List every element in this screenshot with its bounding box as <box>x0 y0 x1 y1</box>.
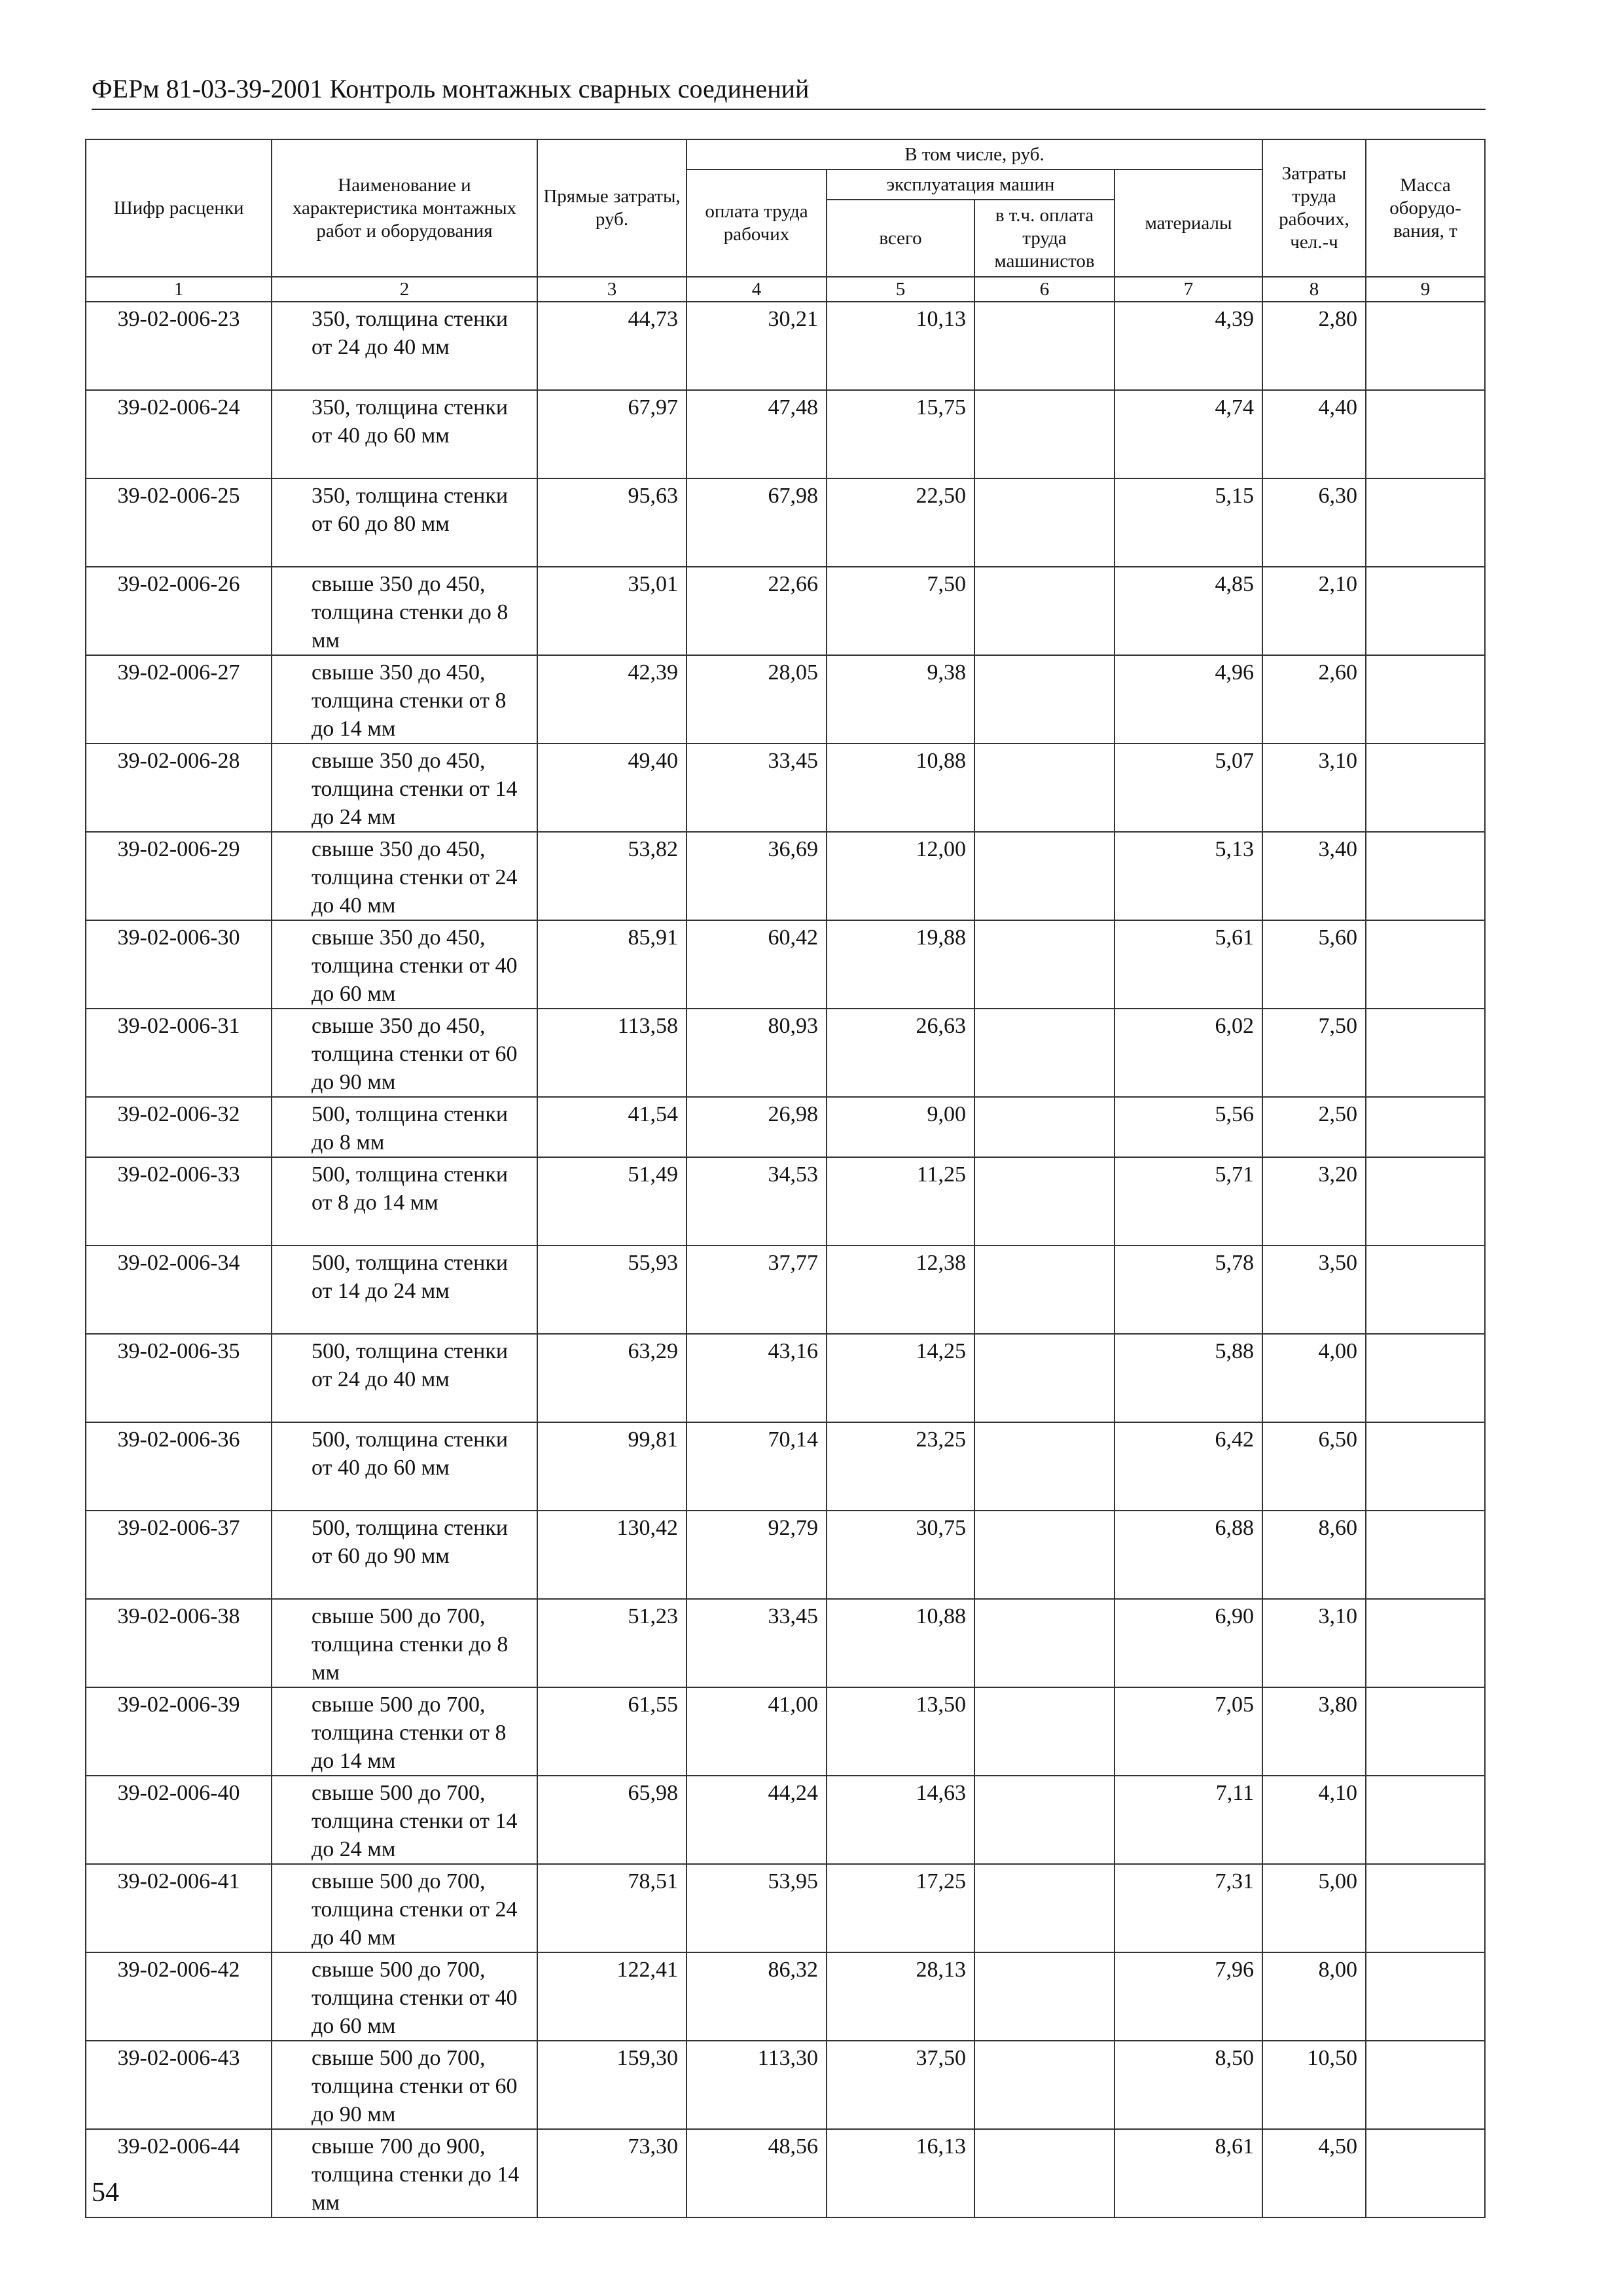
rate-code-cell: 39-02-006-41 <box>86 1864 272 1952</box>
materials-cost-cell: 5,71 <box>1115 1157 1262 1246</box>
machine-costs-cell: 9,00 <box>827 1097 974 1157</box>
materials-cost-cell: 5,13 <box>1115 832 1262 920</box>
worker-wages-cell: 26,98 <box>687 1097 827 1157</box>
column-number: 9 <box>1366 277 1485 302</box>
direct-costs-cell: 61,55 <box>537 1687 687 1776</box>
labor-hours-cell: 7,50 <box>1262 1009 1366 1097</box>
materials-cost-cell: 5,56 <box>1115 1097 1262 1157</box>
direct-costs-cell: 51,49 <box>537 1157 687 1246</box>
materials-cost-cell: 4,96 <box>1115 655 1262 744</box>
worker-wages-cell: 48,56 <box>687 2129 827 2217</box>
worker-wages-cell: 41,00 <box>687 1687 827 1776</box>
rate-code-cell: 39-02-006-25 <box>86 478 272 567</box>
worker-wages-cell: 67,98 <box>687 478 827 567</box>
materials-cost-cell: 8,61 <box>1115 2129 1262 2217</box>
rate-code-cell: 39-02-006-33 <box>86 1157 272 1246</box>
rates-table <box>85 139 1486 2218</box>
labor-hours-cell: 6,30 <box>1262 478 1366 567</box>
equipment-mass-cell <box>1366 1157 1485 1246</box>
table-row <box>86 1097 1485 1157</box>
rate-code-cell: 39-02-006-32 <box>86 1097 272 1157</box>
direct-costs-cell: 51,23 <box>537 1599 687 1687</box>
machine-costs-cell: 10,13 <box>827 302 974 390</box>
machinist-wages-cell <box>974 1952 1115 2041</box>
table-row <box>86 1422 1485 1511</box>
table-row <box>86 1776 1485 1864</box>
labor-hours-cell: 4,40 <box>1262 390 1366 478</box>
machine-costs-cell: 11,25 <box>827 1157 974 1246</box>
rate-code-cell: 39-02-006-30 <box>86 920 272 1009</box>
page-number: 54 <box>92 2178 119 2208</box>
direct-costs-cell: 35,01 <box>537 567 687 655</box>
column-number-row <box>86 277 1485 302</box>
machine-costs-cell: 22,50 <box>827 478 974 567</box>
direct-costs-cell: 122,41 <box>537 1952 687 2041</box>
table-row <box>86 390 1485 478</box>
equipment-mass-cell <box>1366 655 1485 744</box>
direct-costs-cell: 95,63 <box>537 478 687 567</box>
column-number: 3 <box>537 277 687 302</box>
column-number: 2 <box>272 277 537 302</box>
equipment-mass-cell <box>1366 1422 1485 1511</box>
worker-wages-cell: 86,32 <box>687 1952 827 2041</box>
machinist-wages-cell <box>974 1334 1115 1422</box>
column-number: 5 <box>827 277 974 302</box>
machinist-wages-cell <box>974 2129 1115 2217</box>
rate-code-cell: 39-02-006-39 <box>86 1687 272 1776</box>
direct-costs-cell: 53,82 <box>537 832 687 920</box>
machine-costs-cell: 19,88 <box>827 920 974 1009</box>
materials-cost-cell: 7,05 <box>1115 1687 1262 1776</box>
direct-costs-cell: 159,30 <box>537 2041 687 2129</box>
worker-wages-cell: 60,42 <box>687 920 827 1009</box>
table-row <box>86 744 1485 832</box>
materials-cost-cell: 6,90 <box>1115 1599 1262 1687</box>
header-name: Наименование и характеристика монтажных работ и оборудования <box>272 139 537 277</box>
table-row <box>86 2129 1485 2217</box>
equipment-mass-cell <box>1366 390 1485 478</box>
header-machines-group: эксплуатация машин <box>827 170 1115 200</box>
machinist-wages-cell <box>974 655 1115 744</box>
machinist-wages-cell <box>974 1776 1115 1864</box>
direct-costs-cell: 78,51 <box>537 1864 687 1952</box>
table-row <box>86 567 1485 655</box>
work-description-cell: 500, толщина стенки от 8 до 14 мм <box>272 1157 537 1246</box>
materials-cost-cell: 5,78 <box>1115 1246 1262 1334</box>
materials-cost-cell: 4,74 <box>1115 390 1262 478</box>
worker-wages-cell: 47,48 <box>687 390 827 478</box>
labor-hours-cell: 2,60 <box>1262 655 1366 744</box>
direct-costs-cell: 99,81 <box>537 1422 687 1511</box>
work-description-cell: свыше 700 до 900, толщина стенки до 14 мм <box>272 2129 537 2217</box>
work-description-cell: свыше 500 до 700, толщина стенки от 60 до 90 мм <box>272 2041 537 2129</box>
machine-costs-cell: 16,13 <box>827 2129 974 2217</box>
labor-hours-cell: 2,80 <box>1262 302 1366 390</box>
machinist-wages-cell <box>974 1864 1115 1952</box>
labor-hours-cell: 10,50 <box>1262 2041 1366 2129</box>
machinist-wages-cell <box>974 2041 1115 2129</box>
materials-cost-cell: 7,96 <box>1115 1952 1262 2041</box>
machinist-wages-cell <box>974 1599 1115 1687</box>
labor-hours-cell: 5,60 <box>1262 920 1366 1009</box>
header-machinists-wages: в т.ч. оплата труда машинистов <box>974 200 1115 277</box>
direct-costs-cell: 73,30 <box>537 2129 687 2217</box>
worker-wages-cell: 34,53 <box>687 1157 827 1246</box>
rate-code-cell: 39-02-006-43 <box>86 2041 272 2129</box>
labor-hours-cell: 6,50 <box>1262 1422 1366 1511</box>
equipment-mass-cell <box>1366 1687 1485 1776</box>
labor-hours-cell: 3,40 <box>1262 832 1366 920</box>
materials-cost-cell: 4,85 <box>1115 567 1262 655</box>
direct-costs-cell: 49,40 <box>537 744 687 832</box>
table-row <box>86 1599 1485 1687</box>
equipment-mass-cell <box>1366 1599 1485 1687</box>
equipment-mass-cell <box>1366 1952 1485 2041</box>
header-materials: материалы <box>1115 170 1262 277</box>
machinist-wages-cell <box>974 567 1115 655</box>
table-row <box>86 920 1485 1009</box>
machine-costs-cell: 26,63 <box>827 1009 974 1097</box>
machinist-wages-cell <box>974 478 1115 567</box>
labor-hours-cell: 5,00 <box>1262 1864 1366 1952</box>
worker-wages-cell: 92,79 <box>687 1511 827 1599</box>
worker-wages-cell: 43,16 <box>687 1334 827 1422</box>
header-machines-total: всего <box>827 200 974 277</box>
work-description-cell: свыше 350 до 450, толщина стенки от 60 до 90 мм <box>272 1009 537 1097</box>
table-row <box>86 478 1485 567</box>
rate-code-cell: 39-02-006-36 <box>86 1422 272 1511</box>
direct-costs-cell: 44,73 <box>537 302 687 390</box>
header-mass: Масса оборудо-вания, т <box>1366 139 1485 277</box>
work-description-cell: свыше 500 до 700, толщина стенки до 8 мм <box>272 1599 537 1687</box>
worker-wages-cell: 37,77 <box>687 1246 827 1334</box>
worker-wages-cell: 33,45 <box>687 1599 827 1687</box>
table-row <box>86 1511 1485 1599</box>
materials-cost-cell: 6,02 <box>1115 1009 1262 1097</box>
header-direct-costs: Прямые затраты, руб. <box>537 139 687 277</box>
equipment-mass-cell <box>1366 744 1485 832</box>
machinist-wages-cell <box>974 1097 1115 1157</box>
header-labor: Затраты труда рабочих, чел.-ч <box>1262 139 1366 277</box>
table-row <box>86 1864 1485 1952</box>
table-row <box>86 1009 1485 1097</box>
machine-costs-cell: 23,25 <box>827 1422 974 1511</box>
work-description-cell: 500, толщина стенки от 40 до 60 мм <box>272 1422 537 1511</box>
labor-hours-cell: 3,10 <box>1262 744 1366 832</box>
rate-code-cell: 39-02-006-34 <box>86 1246 272 1334</box>
worker-wages-cell: 22,66 <box>687 567 827 655</box>
column-number: 8 <box>1262 277 1366 302</box>
labor-hours-cell: 2,50 <box>1262 1097 1366 1157</box>
page-header: ФЕРм 81-03-39-2001 Контроль монтажных сварных соединений <box>92 73 1486 110</box>
equipment-mass-cell <box>1366 302 1485 390</box>
work-description-cell: свыше 500 до 700, толщина стенки от 24 до 40 мм <box>272 1864 537 1952</box>
rate-code-cell: 39-02-006-24 <box>86 390 272 478</box>
materials-cost-cell: 5,15 <box>1115 478 1262 567</box>
equipment-mass-cell <box>1366 1097 1485 1157</box>
machinist-wages-cell <box>974 1511 1115 1599</box>
work-description-cell: 500, толщина стенки до 8 мм <box>272 1097 537 1157</box>
work-description-cell: свыше 500 до 700, толщина стенки от 14 до 24 мм <box>272 1776 537 1864</box>
table-row <box>86 1334 1485 1422</box>
equipment-mass-cell <box>1366 478 1485 567</box>
column-number: 1 <box>86 277 272 302</box>
work-description-cell: 500, толщина стенки от 14 до 24 мм <box>272 1246 537 1334</box>
rate-code-cell: 39-02-006-37 <box>86 1511 272 1599</box>
rate-code-cell: 39-02-006-27 <box>86 655 272 744</box>
direct-costs-cell: 130,42 <box>537 1511 687 1599</box>
work-description-cell: свыше 500 до 700, толщина стенки от 40 до 60 мм <box>272 1952 537 2041</box>
worker-wages-cell: 70,14 <box>687 1422 827 1511</box>
machinist-wages-cell <box>974 302 1115 390</box>
table-row <box>86 655 1485 744</box>
worker-wages-cell: 30,21 <box>687 302 827 390</box>
worker-wages-cell: 80,93 <box>687 1009 827 1097</box>
labor-hours-cell: 4,10 <box>1262 1776 1366 1864</box>
table-row <box>86 1952 1485 2041</box>
labor-hours-cell: 8,00 <box>1262 1952 1366 2041</box>
labor-hours-cell: 4,50 <box>1262 2129 1366 2217</box>
equipment-mass-cell <box>1366 832 1485 920</box>
direct-costs-cell: 113,58 <box>537 1009 687 1097</box>
table-body <box>86 302 1485 2217</box>
rate-code-cell: 39-02-006-28 <box>86 744 272 832</box>
machinist-wages-cell <box>974 1009 1115 1097</box>
machinist-wages-cell <box>974 920 1115 1009</box>
direct-costs-cell: 63,29 <box>537 1334 687 1422</box>
machinist-wages-cell <box>974 390 1115 478</box>
materials-cost-cell: 8,50 <box>1115 2041 1262 2129</box>
table-row <box>86 1687 1485 1776</box>
table-row <box>86 832 1485 920</box>
machine-costs-cell: 30,75 <box>827 1511 974 1599</box>
materials-cost-cell: 5,88 <box>1115 1334 1262 1422</box>
labor-hours-cell: 4,00 <box>1262 1334 1366 1422</box>
work-description-cell: 350, толщина стенки от 60 до 80 мм <box>272 478 537 567</box>
labor-hours-cell: 3,50 <box>1262 1246 1366 1334</box>
equipment-mass-cell <box>1366 1334 1485 1422</box>
machinist-wages-cell <box>974 1422 1115 1511</box>
header-code: Шифр расценки <box>86 139 272 277</box>
equipment-mass-cell <box>1366 1776 1485 1864</box>
worker-wages-cell: 33,45 <box>687 744 827 832</box>
direct-costs-cell: 42,39 <box>537 655 687 744</box>
rate-code-cell: 39-02-006-31 <box>86 1009 272 1097</box>
machinist-wages-cell <box>974 744 1115 832</box>
rate-code-cell: 39-02-006-35 <box>86 1334 272 1422</box>
labor-hours-cell: 3,80 <box>1262 1687 1366 1776</box>
equipment-mass-cell <box>1366 2041 1485 2129</box>
machine-costs-cell: 7,50 <box>827 567 974 655</box>
machine-costs-cell: 13,50 <box>827 1687 974 1776</box>
rate-code-cell: 39-02-006-44 <box>86 2129 272 2217</box>
materials-cost-cell: 4,39 <box>1115 302 1262 390</box>
equipment-mass-cell <box>1366 1511 1485 1599</box>
machine-costs-cell: 17,25 <box>827 1864 974 1952</box>
worker-wages-cell: 44,24 <box>687 1776 827 1864</box>
work-description-cell: 500, толщина стенки от 24 до 40 мм <box>272 1334 537 1422</box>
materials-cost-cell: 6,42 <box>1115 1422 1262 1511</box>
worker-wages-cell: 36,69 <box>687 832 827 920</box>
machinist-wages-cell <box>974 832 1115 920</box>
machine-costs-cell: 12,38 <box>827 1246 974 1334</box>
materials-cost-cell: 5,61 <box>1115 920 1262 1009</box>
rate-code-cell: 39-02-006-38 <box>86 1599 272 1687</box>
table-row <box>86 302 1485 390</box>
equipment-mass-cell <box>1366 920 1485 1009</box>
labor-hours-cell: 3,20 <box>1262 1157 1366 1246</box>
direct-costs-cell: 65,98 <box>537 1776 687 1864</box>
work-description-cell: свыше 350 до 450, толщина стенки от 24 до 40 мм <box>272 832 537 920</box>
work-description-cell: 350, толщина стенки от 40 до 60 мм <box>272 390 537 478</box>
materials-cost-cell: 6,88 <box>1115 1511 1262 1599</box>
machine-costs-cell: 14,63 <box>827 1776 974 1864</box>
work-description-cell: 500, толщина стенки от 60 до 90 мм <box>272 1511 537 1599</box>
labor-hours-cell: 2,10 <box>1262 567 1366 655</box>
machine-costs-cell: 28,13 <box>827 1952 974 2041</box>
rate-code-cell: 39-02-006-29 <box>86 832 272 920</box>
equipment-mass-cell <box>1366 1864 1485 1952</box>
labor-hours-cell: 3,10 <box>1262 1599 1366 1687</box>
work-description-cell: свыше 350 до 450, толщина стенки от 14 до 24 мм <box>272 744 537 832</box>
labor-hours-cell: 8,60 <box>1262 1511 1366 1599</box>
column-number: 4 <box>687 277 827 302</box>
work-description-cell: свыше 350 до 450, толщина стенки от 8 до 14 мм <box>272 655 537 744</box>
header-including-group: В том числе, руб. <box>687 139 1262 170</box>
column-number: 7 <box>1115 277 1262 302</box>
worker-wages-cell: 28,05 <box>687 655 827 744</box>
materials-cost-cell: 7,31 <box>1115 1864 1262 1952</box>
direct-costs-cell: 67,97 <box>537 390 687 478</box>
machinist-wages-cell <box>974 1157 1115 1246</box>
machinist-wages-cell <box>974 1246 1115 1334</box>
machinist-wages-cell <box>974 1687 1115 1776</box>
machine-costs-cell: 15,75 <box>827 390 974 478</box>
header-wages: оплата труда рабочих <box>687 170 827 277</box>
equipment-mass-cell <box>1366 1009 1485 1097</box>
machine-costs-cell: 37,50 <box>827 2041 974 2129</box>
machine-costs-cell: 12,00 <box>827 832 974 920</box>
equipment-mass-cell <box>1366 2129 1485 2217</box>
rate-code-cell: 39-02-006-42 <box>86 1952 272 2041</box>
rate-code-cell: 39-02-006-26 <box>86 567 272 655</box>
rate-code-cell: 39-02-006-23 <box>86 302 272 390</box>
equipment-mass-cell <box>1366 567 1485 655</box>
work-description-cell: свыше 350 до 450, толщина стенки от 40 до 60 мм <box>272 920 537 1009</box>
worker-wages-cell: 113,30 <box>687 2041 827 2129</box>
work-description-cell: 350, толщина стенки от 24 до 40 мм <box>272 302 537 390</box>
column-number: 6 <box>974 277 1115 302</box>
machine-costs-cell: 10,88 <box>827 1599 974 1687</box>
materials-cost-cell: 5,07 <box>1115 744 1262 832</box>
worker-wages-cell: 53,95 <box>687 1864 827 1952</box>
direct-costs-cell: 85,91 <box>537 920 687 1009</box>
machine-costs-cell: 14,25 <box>827 1334 974 1422</box>
rate-code-cell: 39-02-006-40 <box>86 1776 272 1864</box>
direct-costs-cell: 41,54 <box>537 1097 687 1157</box>
table-header <box>86 139 1485 302</box>
machine-costs-cell: 9,38 <box>827 655 974 744</box>
equipment-mass-cell <box>1366 1246 1485 1334</box>
table-row <box>86 1246 1485 1334</box>
work-description-cell: свыше 500 до 700, толщина стенки от 8 до 14 мм <box>272 1687 537 1776</box>
table-row <box>86 1157 1485 1246</box>
direct-costs-cell: 55,93 <box>537 1246 687 1334</box>
table-row <box>86 2041 1485 2129</box>
materials-cost-cell: 7,11 <box>1115 1776 1262 1864</box>
machine-costs-cell: 10,88 <box>827 744 974 832</box>
work-description-cell: свыше 350 до 450, толщина стенки до 8 мм <box>272 567 537 655</box>
